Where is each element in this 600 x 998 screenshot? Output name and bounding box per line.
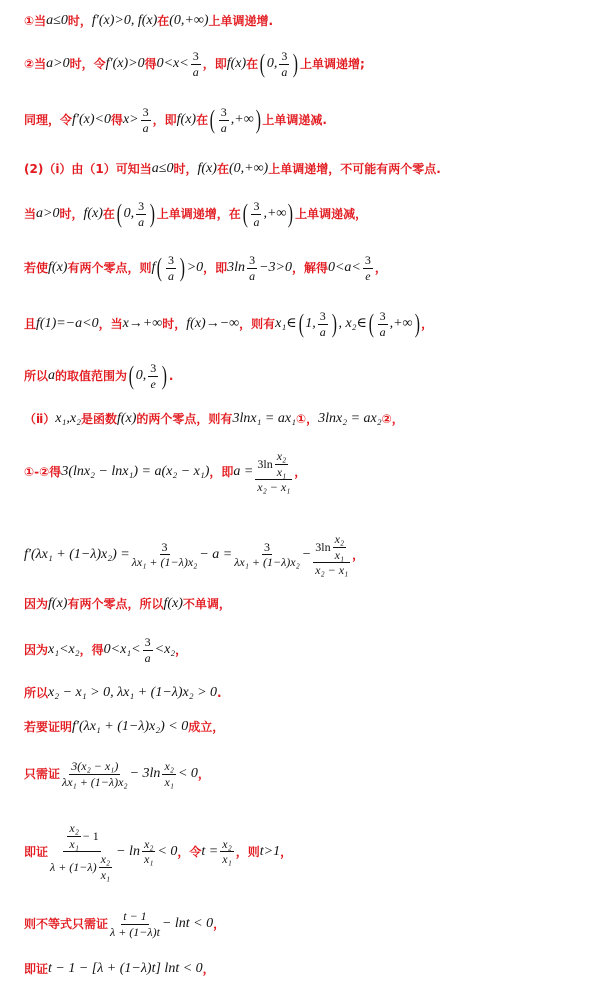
line-1 bbox=[24, 14, 273, 28]
text: ， bbox=[280, 844, 293, 859]
right-paren: ) bbox=[179, 252, 185, 282]
text: (2)（ⅰ）由（1）可知当 bbox=[24, 162, 152, 176]
left-paren: ( bbox=[242, 198, 248, 228]
numerator: 3 bbox=[144, 635, 151, 649]
numerator: x₂ bbox=[334, 532, 345, 546]
math: < 0 bbox=[157, 843, 178, 859]
fraction bbox=[191, 50, 201, 78]
left-paren: ( bbox=[116, 198, 122, 228]
text: 则不等式只需证 bbox=[24, 917, 109, 932]
fraction bbox=[275, 450, 289, 478]
right-paren: ) bbox=[161, 360, 168, 390]
math: t − 1 − [λ + (1−λ)t] lnt < 0 bbox=[48, 961, 203, 976]
math: a≤0 bbox=[151, 161, 174, 176]
line-17 bbox=[24, 822, 292, 881]
math: t>1 bbox=[259, 843, 281, 859]
numerator bbox=[255, 450, 292, 480]
fraction bbox=[219, 106, 229, 134]
numerator: 3 bbox=[138, 199, 145, 213]
text: 上单调递增，在 bbox=[156, 207, 241, 222]
text: ，令 bbox=[177, 844, 202, 859]
fraction bbox=[166, 254, 176, 282]
math: f(x) bbox=[226, 56, 247, 72]
math: 3ln bbox=[257, 456, 273, 471]
math: 3lnx₁ = ax₁ bbox=[232, 411, 296, 426]
text: 时， bbox=[59, 207, 84, 222]
text: ，则有 bbox=[239, 317, 276, 332]
math: 3lnx₂ = ax₂ bbox=[318, 411, 382, 426]
text: 即证 bbox=[24, 844, 49, 859]
math: , x₂∈ bbox=[338, 316, 367, 332]
math: 3(lnx₂ − lnx₁) = a(x₂ − x₁) bbox=[61, 463, 210, 479]
math: f(x) bbox=[83, 206, 103, 222]
math: − ln bbox=[116, 843, 140, 859]
numerator: 3 bbox=[142, 105, 149, 119]
denominator: λx₁ + (1−λ)x₂ bbox=[131, 555, 198, 570]
line-15 bbox=[24, 720, 224, 734]
denominator: λx₁ + (1−λ)x₂ bbox=[234, 555, 300, 570]
denominator: λ + (1−λ)t bbox=[110, 924, 160, 939]
text: ， bbox=[175, 643, 188, 658]
line-10 bbox=[24, 450, 306, 494]
fraction bbox=[141, 106, 151, 134]
text: ①-②得 bbox=[24, 464, 62, 479]
numerator bbox=[63, 822, 100, 852]
fraction bbox=[110, 910, 160, 938]
math: 1, bbox=[305, 316, 316, 332]
text: 成立， bbox=[188, 720, 225, 734]
denominator: x₁ bbox=[222, 852, 232, 867]
numerator: 3 bbox=[379, 309, 386, 323]
math: − a = bbox=[199, 546, 233, 562]
text: ， bbox=[202, 962, 215, 976]
numerator: x₂ bbox=[143, 836, 154, 851]
text: 因为 bbox=[24, 643, 49, 658]
numerator: 3 bbox=[319, 309, 326, 323]
left-paren: ( bbox=[368, 308, 374, 338]
fraction bbox=[50, 822, 114, 881]
text: 只需证 bbox=[24, 767, 61, 782]
math: x₁<x₂ bbox=[48, 642, 80, 658]
math: f(x) bbox=[163, 596, 183, 611]
text: 不单调， bbox=[182, 597, 231, 611]
denominator: a bbox=[319, 324, 326, 339]
denominator: a bbox=[138, 214, 145, 229]
fraction bbox=[234, 541, 300, 569]
denominator: x₁ bbox=[100, 867, 111, 882]
text: ，则 bbox=[235, 844, 260, 859]
math: f′(x)>0, f(x) bbox=[91, 13, 158, 28]
text: 所以 bbox=[24, 369, 49, 384]
math: f(x) bbox=[116, 411, 137, 426]
numerator: x₂ bbox=[164, 759, 174, 773]
math: x> bbox=[122, 112, 139, 128]
fraction bbox=[255, 450, 292, 494]
math: 3ln bbox=[227, 260, 246, 276]
text: 有两个零点，所以 bbox=[67, 597, 164, 611]
text: ，当 bbox=[98, 317, 123, 332]
math: f bbox=[151, 260, 156, 276]
text: 在 bbox=[196, 113, 209, 128]
fraction bbox=[62, 760, 128, 788]
right-paren: ) bbox=[331, 308, 337, 338]
denominator: a bbox=[144, 650, 151, 665]
text: 有两个零点，则 bbox=[67, 261, 152, 276]
text: 的两个零点，则有 bbox=[136, 412, 233, 426]
math: − bbox=[301, 546, 312, 562]
line-18 bbox=[24, 910, 225, 938]
fraction bbox=[142, 838, 156, 866]
numerator: 3(x₂ − x₁) bbox=[71, 759, 119, 773]
math: x→+∞ bbox=[122, 316, 163, 332]
math: a≤0 bbox=[46, 13, 68, 28]
denominator: x₁ bbox=[164, 774, 174, 789]
text: 在 bbox=[102, 207, 115, 222]
math: f(1)=−a<0 bbox=[36, 316, 99, 332]
fraction bbox=[148, 362, 158, 390]
text: 是函数 bbox=[80, 412, 117, 426]
right-paren: ) bbox=[414, 308, 420, 338]
fraction bbox=[318, 310, 328, 338]
math: 0<x< bbox=[156, 56, 189, 72]
text: ， bbox=[294, 464, 307, 479]
fraction bbox=[313, 533, 350, 577]
denominator: e bbox=[150, 376, 156, 391]
denominator: a bbox=[168, 268, 175, 283]
math: t = bbox=[201, 843, 219, 859]
numerator bbox=[313, 533, 350, 563]
text: 若使 bbox=[24, 261, 49, 276]
text: 上单调递增; bbox=[300, 57, 365, 72]
text: 上单调递减. bbox=[262, 113, 327, 128]
right-paren: ) bbox=[255, 104, 261, 134]
fraction bbox=[67, 822, 81, 850]
math: < 0 bbox=[177, 766, 198, 782]
line-9 bbox=[24, 412, 404, 426]
math: ,+∞ bbox=[230, 112, 254, 128]
line-11 bbox=[24, 533, 364, 577]
line-4 bbox=[24, 162, 441, 176]
fraction bbox=[333, 533, 347, 561]
left-paren: ( bbox=[298, 308, 304, 338]
line-6 bbox=[24, 254, 387, 282]
denominator: x₁ bbox=[334, 547, 345, 562]
denominator: a bbox=[281, 64, 288, 79]
fraction bbox=[136, 200, 146, 228]
text: ，即 bbox=[209, 464, 234, 479]
line-7 bbox=[24, 310, 433, 338]
denominator: x₁ bbox=[69, 836, 79, 851]
math: λ + (1−λ) bbox=[50, 859, 97, 874]
text: ， bbox=[197, 767, 210, 782]
text: 即证 bbox=[24, 962, 49, 976]
fraction bbox=[132, 541, 198, 569]
math: f′(x)>0 bbox=[105, 56, 145, 72]
math: f′(x)<0 bbox=[72, 112, 111, 128]
math: 0<a< bbox=[327, 260, 361, 276]
numerator: 3 bbox=[168, 253, 175, 267]
text: ②当 bbox=[24, 57, 47, 72]
line-3 bbox=[24, 106, 327, 134]
denominator: λx₁ + (1−λ)x₂ bbox=[62, 774, 128, 789]
text: ，得 bbox=[79, 643, 104, 658]
line-19 bbox=[24, 962, 215, 976]
denominator: x₂ − x₁ bbox=[257, 480, 291, 495]
math: 0<x₁< bbox=[103, 642, 141, 658]
text: 上单调递增，不可能有两个零点. bbox=[268, 162, 441, 176]
numerator: 3 bbox=[161, 539, 168, 554]
math: f(x)→−∞ bbox=[186, 316, 240, 332]
text: . bbox=[168, 369, 174, 384]
text: 在 bbox=[216, 162, 229, 176]
math: a>0 bbox=[36, 206, 60, 222]
text: ②， bbox=[381, 412, 404, 426]
fraction bbox=[99, 853, 113, 881]
numerator: 3 bbox=[281, 49, 288, 63]
text: ， bbox=[213, 917, 226, 932]
left-paren: ( bbox=[157, 252, 163, 282]
denominator bbox=[50, 852, 114, 881]
denominator: a bbox=[220, 120, 227, 135]
line-12 bbox=[24, 597, 231, 611]
numerator: x₂ bbox=[69, 821, 79, 835]
text: 时， bbox=[67, 14, 92, 28]
numerator: x₂ bbox=[222, 836, 232, 851]
text: ①， bbox=[295, 412, 319, 426]
text: 因为 bbox=[24, 597, 49, 611]
line-13 bbox=[24, 636, 187, 664]
math: f(x) bbox=[48, 596, 68, 611]
text: 得 bbox=[144, 57, 157, 72]
text: 在 bbox=[246, 57, 259, 72]
fraction bbox=[220, 838, 234, 866]
left-paren: ( bbox=[128, 360, 134, 390]
text: 若要证明 bbox=[24, 720, 73, 734]
denominator: x₂ − x₁ bbox=[315, 563, 349, 578]
numerator: 3 bbox=[220, 105, 227, 119]
numerator: 3 bbox=[192, 49, 199, 63]
text: 且 bbox=[24, 317, 37, 332]
math: (0,+∞) bbox=[169, 13, 209, 28]
denominator: x₁ bbox=[276, 464, 287, 479]
text: ，即 bbox=[152, 113, 177, 128]
fraction bbox=[247, 254, 257, 282]
text: ， bbox=[374, 261, 387, 276]
numerator: 3 bbox=[150, 361, 157, 375]
right-paren: ) bbox=[149, 198, 156, 228]
text: 当 bbox=[24, 207, 37, 222]
text: ， bbox=[352, 547, 365, 562]
denominator: a bbox=[142, 120, 149, 135]
right-paren: ) bbox=[288, 198, 294, 228]
fraction bbox=[363, 254, 373, 282]
math: − 3ln bbox=[129, 766, 161, 782]
text: 上单调递增. bbox=[208, 14, 274, 28]
denominator: a bbox=[192, 64, 199, 79]
math: x₁∈ bbox=[275, 316, 297, 332]
math: a bbox=[48, 368, 56, 384]
numerator: 3 bbox=[249, 253, 256, 267]
math: f(x) bbox=[176, 112, 197, 128]
numerator: 3 bbox=[364, 253, 371, 267]
text: 时，令 bbox=[69, 57, 106, 72]
math: >0 bbox=[186, 260, 204, 276]
numerator: 3 bbox=[253, 199, 260, 213]
text: 所以 bbox=[24, 686, 49, 700]
text: 得 bbox=[110, 113, 123, 128]
math: a>0 bbox=[46, 56, 70, 72]
line-8 bbox=[24, 362, 173, 390]
math: f′(λx₁ + (1−λ)x₂) = bbox=[24, 546, 130, 562]
math: 0, bbox=[266, 56, 278, 72]
denominator: x₁ bbox=[143, 852, 154, 867]
denominator: a bbox=[249, 268, 256, 283]
math: 0, bbox=[135, 368, 147, 384]
text: ， bbox=[421, 317, 434, 332]
math: − lnt < 0 bbox=[161, 916, 214, 932]
math: 0, bbox=[123, 206, 135, 222]
fraction bbox=[279, 50, 289, 78]
right-paren: ) bbox=[293, 48, 299, 78]
fraction bbox=[162, 760, 176, 788]
left-paren: ( bbox=[209, 104, 216, 134]
text: 在 bbox=[157, 14, 170, 28]
text: . bbox=[217, 686, 222, 700]
line-16 bbox=[24, 760, 210, 788]
math: ,+∞ bbox=[263, 206, 287, 222]
math: f(x) bbox=[197, 161, 217, 176]
line-5 bbox=[24, 200, 367, 228]
text: 时， bbox=[173, 162, 198, 176]
math: x₁,x₂ bbox=[55, 411, 81, 426]
denominator: e bbox=[365, 268, 371, 283]
math: 3ln bbox=[315, 539, 331, 554]
text: 时， bbox=[162, 317, 187, 332]
text: 同理，令 bbox=[24, 113, 73, 128]
math: x₂ − x₁ > 0, λx₁ + (1−λ)x₂ > 0 bbox=[48, 685, 218, 700]
numerator: t − 1 bbox=[123, 909, 147, 923]
math: −3>0 bbox=[259, 260, 292, 276]
denominator: a bbox=[379, 324, 386, 339]
line-2 bbox=[24, 50, 365, 78]
denominator: a bbox=[253, 214, 260, 229]
text: 的取值范围为 bbox=[55, 369, 128, 384]
numerator: x₂ bbox=[100, 852, 111, 867]
numerator: x₂ bbox=[276, 449, 287, 463]
math: <x₂ bbox=[154, 642, 176, 658]
text: ①当 bbox=[24, 14, 47, 28]
text: ，即 bbox=[203, 261, 228, 276]
math: f(x) bbox=[48, 260, 68, 276]
math: (0,+∞) bbox=[228, 161, 269, 176]
left-paren: ( bbox=[259, 48, 266, 78]
text: （ⅱ） bbox=[24, 412, 56, 426]
math: ,+∞ bbox=[389, 316, 413, 332]
text: ，即 bbox=[202, 57, 227, 72]
fraction bbox=[143, 636, 153, 664]
numerator: 3 bbox=[264, 539, 270, 554]
fraction bbox=[378, 310, 388, 338]
text: 上单调递减， bbox=[295, 207, 368, 222]
text: ，解得 bbox=[291, 261, 328, 276]
math: − 1 bbox=[82, 828, 99, 843]
math: a = bbox=[233, 463, 254, 479]
math: f′(λx₁ + (1−λ)x₂) < 0 bbox=[72, 719, 189, 734]
line-14 bbox=[24, 686, 222, 700]
fraction bbox=[251, 200, 261, 228]
